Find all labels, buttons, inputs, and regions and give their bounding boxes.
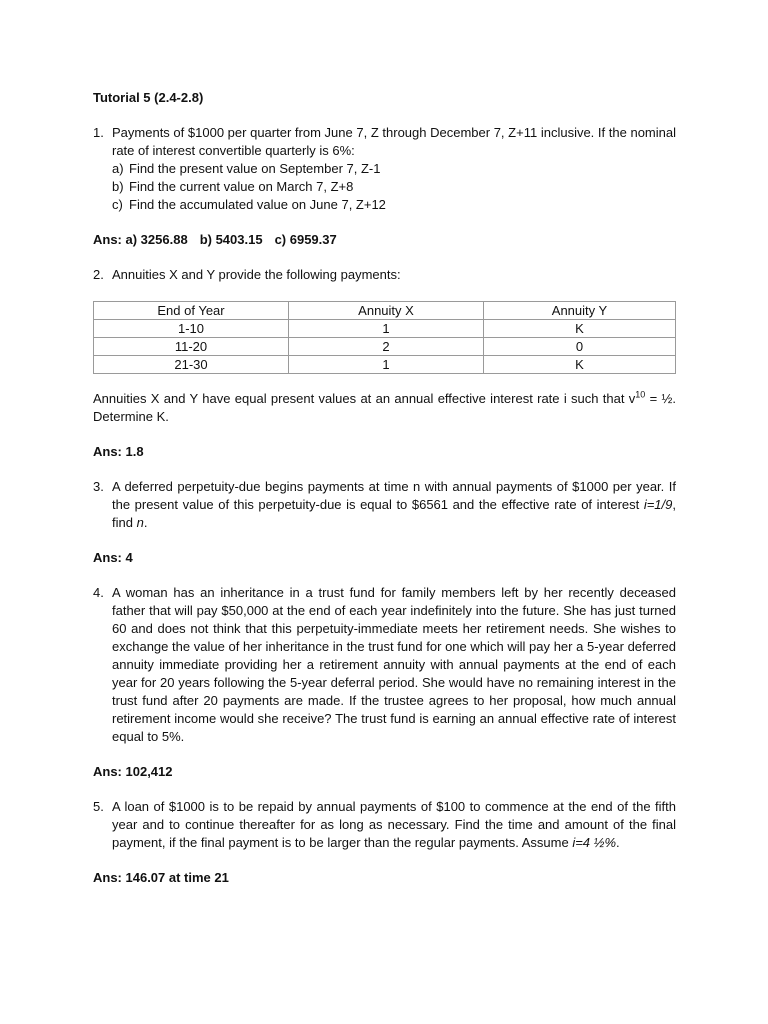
answer-1 <box>93 231 676 249</box>
table-row <box>94 320 676 338</box>
part-text: Find the present value on September 7, Z-1 <box>129 161 381 176</box>
table-cell: 2 <box>289 338 484 356</box>
table-cell: 21-30 <box>94 356 289 374</box>
question-text <box>112 798 676 852</box>
followup-exponent: 10 <box>635 389 646 400</box>
variable-n: n <box>136 515 144 530</box>
table-cell: 1 <box>289 320 484 338</box>
table-header: Annuity X <box>289 302 484 320</box>
answer-a: a) 3256.88 <box>125 232 188 247</box>
question-1 <box>93 124 676 214</box>
question-number: 4. <box>93 585 104 600</box>
interest-rate: i=1/9 <box>643 497 673 512</box>
table-cell: K <box>484 356 676 374</box>
question-text <box>112 478 676 532</box>
text-part: A deferred perpetuity-due begins payments at time n with annual payments of $1000 per year. If the present value of this perpetuity-due is equal to $6561 and the effective rate of interest <box>112 479 676 512</box>
table-row <box>94 338 676 356</box>
answer-3: Ans: 4 <box>93 550 133 565</box>
question-5 <box>93 798 676 852</box>
text-part: . <box>616 835 620 850</box>
answer-label: Ans: <box>93 232 122 247</box>
followup-rest: = ½. Determine K. <box>93 391 676 424</box>
question-part-b <box>112 178 676 196</box>
interest-rate: i=4 ½% <box>572 835 617 850</box>
table-cell: 1 <box>289 356 484 374</box>
answer-5: Ans: 146.07 at time 21 <box>93 870 229 885</box>
answer-4: Ans: 102,412 <box>93 764 173 779</box>
table-cell: 11-20 <box>94 338 289 356</box>
question-number: 5. <box>93 799 104 814</box>
question-text: Payments of $1000 per quarter from June 7, Z through December 7, Z+11 inclusive. If the nominal rate of interest convertible quarterly is 6%: <box>112 125 676 158</box>
followup-text: Annuities X and Y have equal present values at an annual effective interest rate i such that <box>93 391 625 406</box>
part-label: b) <box>112 179 124 194</box>
part-label: a) <box>112 161 124 176</box>
text-part: . <box>143 515 148 530</box>
part-label: c) <box>112 197 123 212</box>
question-number: 1. <box>93 125 104 140</box>
question-number: 2. <box>93 267 104 282</box>
part-text: Find the accumulated value on June 7, Z+12 <box>129 197 386 212</box>
part-text: Find the current value on March 7, Z+8 <box>129 179 354 194</box>
followup-v: v <box>628 391 636 406</box>
question-2-followup <box>93 390 676 426</box>
answer-2: Ans: 1.8 <box>93 444 144 459</box>
question-number: 3. <box>93 479 104 494</box>
page-title: Tutorial 5 (2.4-2.8) <box>93 90 204 105</box>
table-cell: 1-10 <box>94 320 289 338</box>
table-header: End of Year <box>94 302 289 320</box>
payments-table <box>93 301 676 374</box>
document-page <box>93 89 676 904</box>
table-cell: 0 <box>484 338 676 356</box>
text-part: A loan of $1000 is to be repaid by annual payments of $100 to commence at the end of the fifth year and to continue thereafter for as long as necessary. Find the time and amount of the final payment, if the final payment is to be larger than the regular payments. Assume <box>112 799 676 850</box>
table-header-row <box>94 302 676 320</box>
question-text: A woman has an inheritance in a trust fund for family members left by her recently deceased father that will pay $50,000 at the end of each year indefinitely into the future. She has just turned 60 and does not think that this perpetuity-immediate meets her retirement needs. She wishes to exchange the value of her inheritance in the trust fund for one which will pay her a 5-year deferred annuity immediate providing her a retirement annuity with annual payments at the end of each year for 20 years following the 5-year deferral period. She would have no remaining interest in the trust fund after 20 payments are made. If the trustee agrees to her proposal, how much annual retirement income would she receive? The trust fund is earning an annual effective rate of interest equal to 5%. <box>112 585 676 744</box>
text-part: , find <box>112 497 676 530</box>
question-4 <box>93 584 676 746</box>
answer-c: c) 6959.37 <box>274 232 337 247</box>
table-row <box>94 356 676 374</box>
question-2 <box>93 266 676 284</box>
question-part-c <box>112 196 676 214</box>
question-text: Annuities X and Y provide the following payments: <box>112 267 401 282</box>
table-header: Annuity Y <box>484 302 676 320</box>
answer-b: b) 5403.15 <box>199 232 263 247</box>
question-3 <box>93 478 676 532</box>
table-cell: K <box>484 320 676 338</box>
question-part-a <box>112 160 676 178</box>
